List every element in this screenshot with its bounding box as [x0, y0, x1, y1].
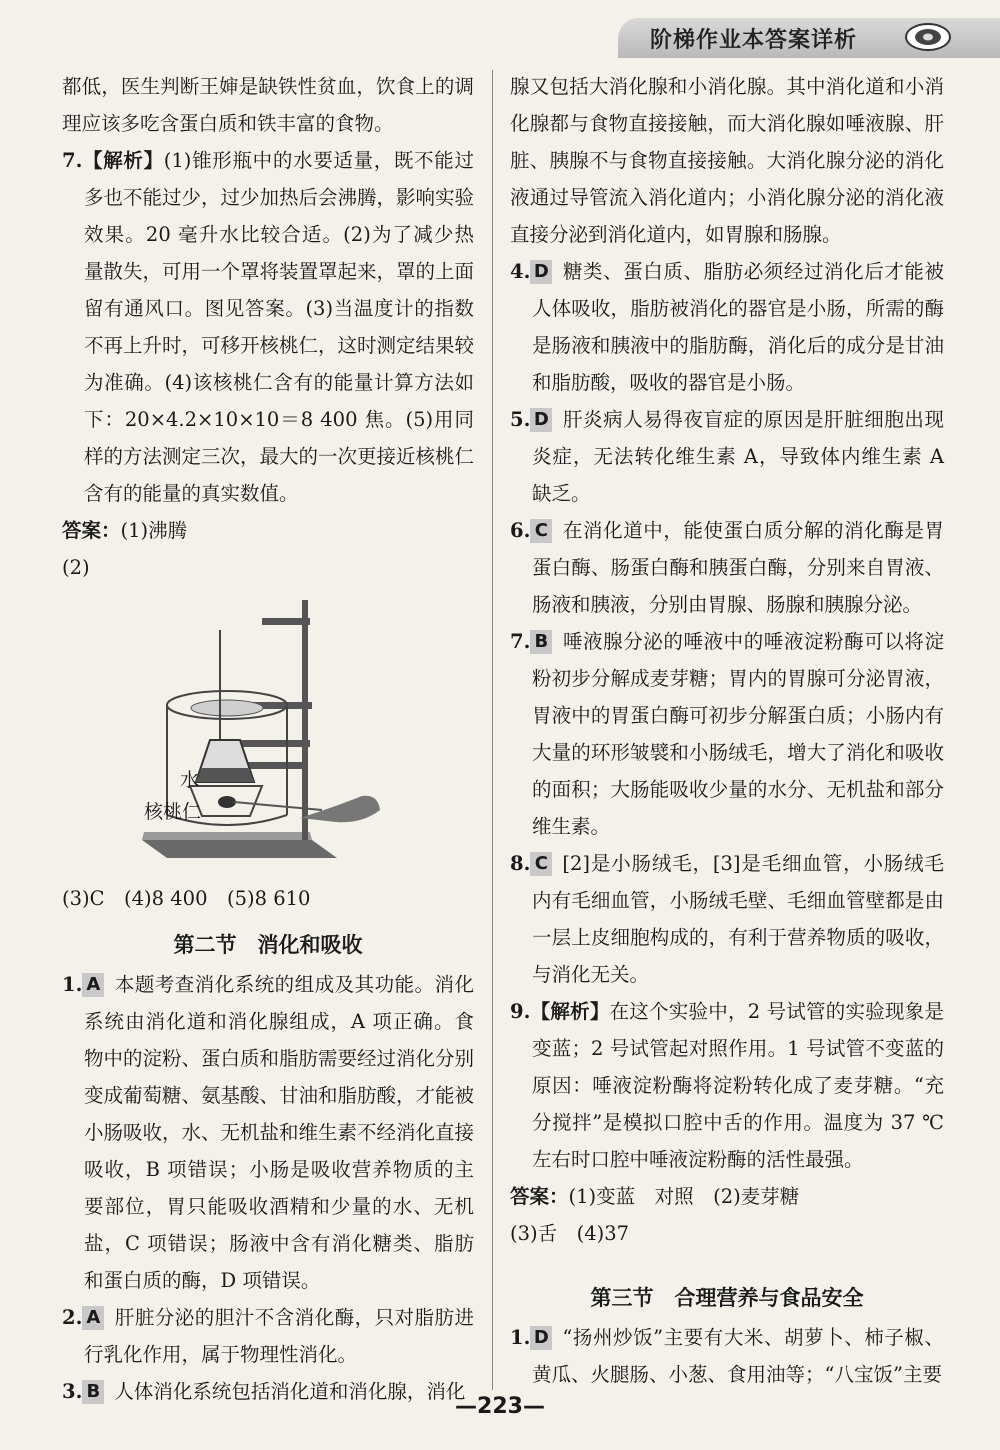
section2-question-6 — [510, 512, 944, 623]
question-text: 在消化道中，能使蛋白质分解的消化酶是胃蛋白酶、肠蛋白酶和胰蛋白酶，分别来自胃液、肠液和胰液，分别由胃腺、肠腺和胰腺分泌。 — [532, 519, 944, 616]
analysis-tag: 【解析】 — [530, 1000, 610, 1023]
answer-line — [510, 1178, 944, 1215]
question-number: 7. — [62, 149, 83, 172]
question-number: 6. — [510, 519, 531, 542]
question-number: 1. — [62, 973, 83, 996]
analysis-text: 在这个实验中，2 号试管的实验现象是变蓝；2 号试管起对照作用。1 号试管不变蓝的原因：唾液淀粉酶将淀粉转化成了麦芽糖。“充分搅拌”是模拟口腔中舌的作用。温度为 37 ℃左右时口腔中唾液淀粉酶的活性最强。 — [532, 1000, 944, 1171]
publisher-logo-icon — [904, 22, 952, 52]
apparatus-illustration — [122, 590, 422, 880]
answer-badge: A — [82, 1306, 104, 1330]
section3-question-1 — [510, 1319, 944, 1393]
question-text: 本题考查消化系统的组成及其功能。消化系统由消化道和消化腺组成，A 项正确。食物中的淀粉、蛋白质和脂肪需要经过消化分别变成葡萄糖、氨基酸、甘油和脂肪酸，才能被小肠吸收，水、无机盐和维生素不经消化直接吸收，B 项错误；小肠是吸收营养物质的主要部位，胃只能吸收酒精和少量的水、无机盐，C 项错误；肠液中含有消化糖类、脂肪和蛋白质的酶，D 项错误。 — [84, 973, 475, 1292]
page-number: —223— — [455, 1394, 545, 1419]
question-text: “扬州炒饭”主要有大米、胡萝卜、柿子椒、黄瓜、火腿肠、小葱、食用油等；“八宝饭”主要 — [532, 1326, 944, 1386]
continued-text: 都低，医生判断王婶是缺铁性贫血，饮食上的调理应该多吃含蛋白质和铁丰富的食物。 — [62, 75, 474, 135]
answer-badge: D — [530, 408, 552, 432]
experiment-figure — [62, 590, 474, 880]
question-7-analysis — [62, 142, 474, 512]
question-number: 7. — [510, 630, 531, 653]
answer-badge: D — [530, 1326, 552, 1350]
answer-badge: D — [530, 260, 552, 284]
question-number: 2. — [62, 1306, 83, 1329]
answer-badge: C — [530, 852, 552, 876]
answer-part-1: (1)沸腾 — [120, 519, 188, 542]
right-column — [510, 68, 944, 1393]
label-water: 水 — [180, 769, 200, 791]
answer-part-3: (3)C (4)8 400 (5)8 610 — [62, 887, 311, 910]
section2-question-7 — [510, 623, 944, 845]
section2-question-2 — [62, 1299, 474, 1373]
label-walnut: 核桃仁 — [144, 801, 202, 823]
question-number: 8. — [510, 852, 531, 875]
section-title-3: 第三节 合理营养与食品安全 — [590, 1286, 864, 1310]
answer-badge: B — [530, 630, 552, 654]
question-text: 糖类、蛋白质、脂肪必须经过消化后才能被人体吸收，脂肪被消化的器官是小肠，所需的酶是肠液和胰液中的脂肪酶，消化后的成分是甘油和脂肪酸，吸收的器官是小肠。 — [532, 260, 944, 394]
continued-text: 腺又包括大消化腺和小消化腺。其中消化道和小消化腺都与食物直接接触，而大消化腺如唾液腺、肝脏、胰腺不与食物直接接触。大消化腺分泌的消化液通过导管流入消化道内；小消化腺分泌的消化液直接分泌到消化道内，如胃腺和肠腺。 — [510, 75, 944, 246]
section2-question-5 — [510, 401, 944, 512]
answer-part-1: (1)变蓝 对照 (2)麦芽糖 — [568, 1185, 800, 1208]
section2-question-8 — [510, 845, 944, 993]
question-number: 1. — [510, 1326, 531, 1349]
section2-question-4 — [510, 253, 944, 401]
question-number: 4. — [510, 260, 531, 283]
section2-question-9 — [510, 993, 944, 1178]
answer-label: 答案： — [62, 519, 121, 542]
section2-question-1 — [62, 966, 474, 1299]
question-text: 人体消化系统包括消化道和消化腺，消化 — [114, 1380, 466, 1403]
question-number: 5. — [510, 408, 531, 431]
question-text: 肝炎病人易得夜盲症的原因是肝脏细胞出现炎症，无法转化维生素 A，导致体内维生素 A 缺乏。 — [532, 408, 944, 505]
question-number: 3. — [62, 1380, 83, 1403]
answer-badge: A — [82, 973, 104, 997]
answer-badge: B — [82, 1380, 104, 1404]
running-header — [618, 18, 1000, 58]
question-text: 唾液腺分泌的唾液中的唾液淀粉酶可以将淀粉初步分解成麦芽糖；胃内的胃腺可分泌胃液，胃液中的胃蛋白酶可初步分解蛋白质；小肠内有大量的环形皱襞和小肠绒毛，增大了消化和吸收的面积；大肠能吸收少量的水分、无机盐和部分维生素。 — [532, 630, 944, 838]
question-text: 肝脏分泌的胆汁不含消化酶，只对脂肪进行乳化作用，属于物理性消化。 — [84, 1306, 474, 1366]
answer-line — [62, 512, 474, 549]
question-number: 9. — [510, 1000, 531, 1023]
answer-part-2: (3)舌 (4)37 — [510, 1222, 630, 1245]
left-column — [62, 68, 474, 1410]
analysis-tag: 【解析】 — [82, 149, 164, 172]
section-title-2: 第二节 消化和吸收 — [173, 933, 363, 957]
question-text: [2]是小肠绒毛，[3]是毛细血管，小肠绒毛内有毛细血管，小肠绒毛壁、毛细血管壁都是由一层上皮细胞构成的，有利于营养物质的吸收，与消化无关。 — [532, 852, 944, 986]
header-title: 阶梯作业本答案详析 — [650, 27, 858, 53]
analysis-text: (1)锥形瓶中的水要适量，既不能过多也不能过少，过少加热后会沸腾，影响实验效果。20 毫升水比较合适。(2)为了减少热量散失，可用一个罩将装置罩起来，罩的上面留有通风口。图见答案。(3)当温度计的指数不再上升时，可移开核桃仁，这时测定结果较为准确。(4)该核桃仁含有的能量计算方法如下：20×4.2×10×10＝8 400 焦。(5)用同样的方法测定三次，最大的一次更接近核桃仁含有的能量的真实数值。 — [84, 149, 475, 505]
answer-badge: C — [530, 519, 552, 543]
column-divider — [492, 70, 493, 1390]
answer-part-2: (2) — [62, 556, 90, 579]
answer-label: 答案： — [510, 1185, 569, 1208]
